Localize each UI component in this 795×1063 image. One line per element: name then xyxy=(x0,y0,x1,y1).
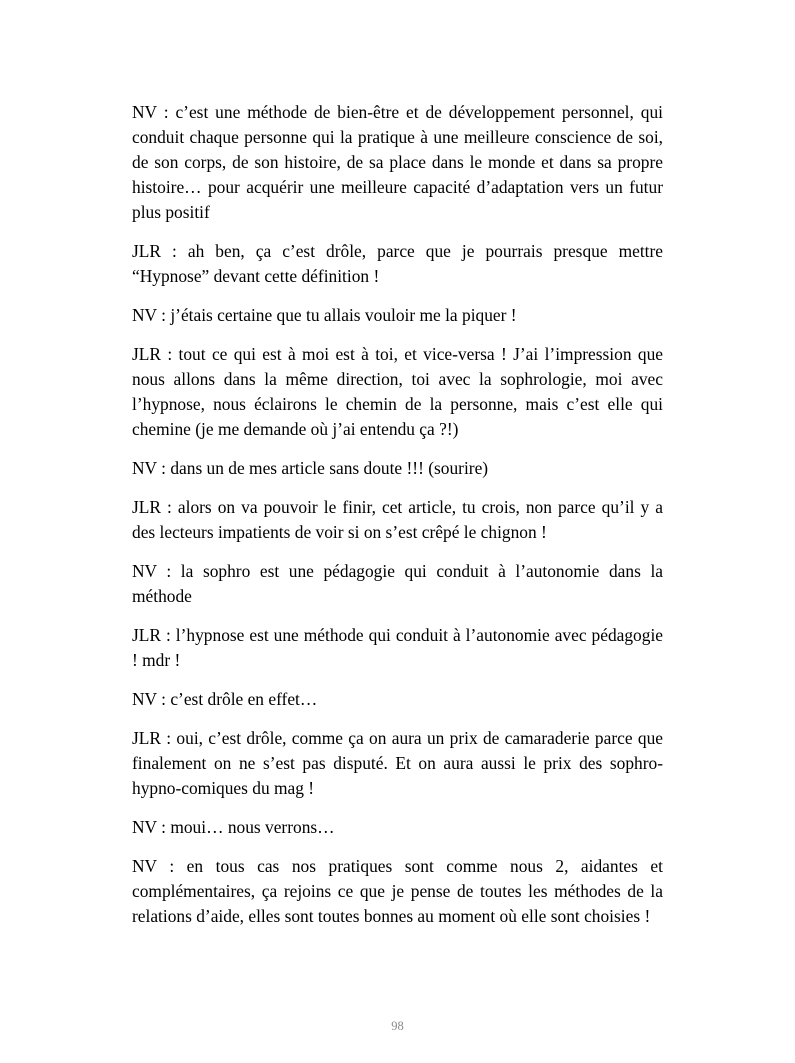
dialogue-paragraph-nv-article: NV : dans un de mes article sans doute !!! (sourire) xyxy=(132,458,489,478)
dialogue-paragraph-jlr-direction: JLR : tout ce qui est à moi est à toi, et vice-versa ! J’ai l’impression que nous allons dans la même direction, toi avec la sophrologie, moi avec l’hypnose, nous éclairons le chemin de la personne, mais c’est elle qui chemine (je me demande où j’ai entendu ça ?!) xyxy=(132,344,663,439)
dialogue-paragraph-nv-piquer: NV : j’étais certaine que tu allais vouloir me la piquer ! xyxy=(132,305,517,325)
page-number: 98 xyxy=(391,1019,404,1033)
dialogue-paragraph-jlr-hypnose: JLR : ah ben, ça c’est drôle, parce que je pourrais presque mettre “Hypnose” devant cette définition ! xyxy=(132,241,663,286)
dialogue-paragraph-jlr-autonomie: JLR : l’hypnose est une méthode qui conduit à l’autonomie avec pédagogie ! mdr ! xyxy=(132,625,663,670)
dialogue-paragraph-nv-drole: NV : c’est drôle en effet… xyxy=(132,689,318,709)
dialogue-paragraph-nv-pratiques: NV : en tous cas nos pratiques sont comme nous 2, aidantes et complémentaires, ça rejoins ce que je pense de toutes les méthodes de la relations d’aide, elles sont toutes bonnes au moment où elle sont choisies ! xyxy=(132,856,663,926)
dialogue-paragraph-jlr-camaraderie: JLR : oui, c’est drôle, comme ça on aura un prix de camaraderie parce que finalement on ne s’est pas disputé. Et on aura aussi le prix des sophro-hypno-comiques du mag ! xyxy=(132,728,663,798)
dialogue-body xyxy=(132,100,663,943)
dialogue-paragraph-jlr-chignon: JLR : alors on va pouvoir le finir, cet article, tu crois, non parce qu’il y a des lecteurs impatients de voir si on s’est crêpé le chignon ! xyxy=(132,497,663,542)
dialogue-paragraph-nv-verrons: NV : moui… nous verrons… xyxy=(132,817,335,837)
dialogue-paragraph-nv-definition: NV : c’est une méthode de bien-être et de développement personnel, qui conduit chaque personne qui la pratique à une meilleure conscience de soi, de son corps, de son histoire, de sa place dans le monde et dans sa propre histoire… pour acquérir une meilleure capacité d’adaptation vers un futur plus positif xyxy=(132,102,663,222)
dialogue-paragraph-nv-pedagogie: NV : la sophro est une pédagogie qui conduit à l’autonomie dans la méthode xyxy=(132,561,663,606)
